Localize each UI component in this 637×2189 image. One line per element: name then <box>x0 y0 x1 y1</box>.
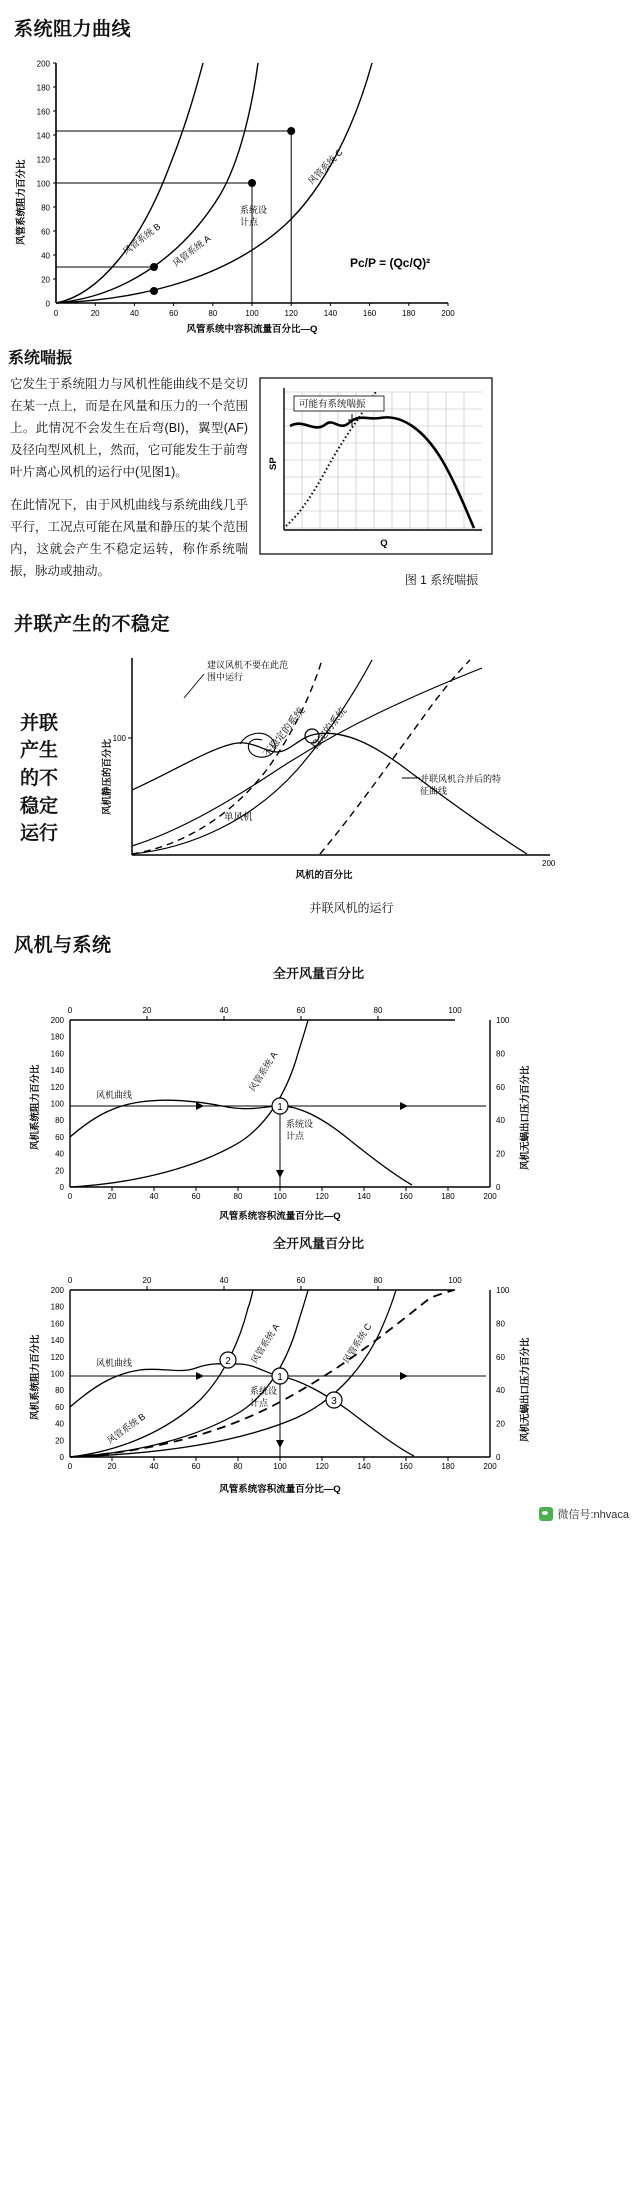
parallel-block <box>0 640 637 916</box>
chart5-point-1-label: 1 <box>277 1371 283 1383</box>
chart1-points <box>150 127 295 295</box>
section-title-system-resistance: 系统阻力曲线 <box>14 19 132 40</box>
chart5-y-axis-title-right: 风机无蜗出口压力百分比 <box>520 1337 531 1442</box>
parallel-x-end-label: 200 <box>542 858 556 868</box>
chart4-design-vline <box>276 1106 284 1187</box>
page-root <box>0 14 637 1528</box>
chart5-right-axis <box>490 1286 510 1462</box>
svg-text:80: 80 <box>233 1461 243 1471</box>
svg-text:80: 80 <box>41 203 50 213</box>
svg-text:0: 0 <box>496 1452 501 1462</box>
svg-text:120: 120 <box>50 1082 64 1092</box>
svg-text:120: 120 <box>315 1461 329 1471</box>
svg-text:0: 0 <box>45 299 50 309</box>
svg-text:140: 140 <box>323 309 338 318</box>
chart1-label-curve-b: 风管系统 B <box>121 221 163 257</box>
svg-text:140: 140 <box>357 1191 371 1201</box>
chart1-label-curve-c: 风管系统 C <box>306 147 345 187</box>
parallel-combined-label-1: 并联风机合并后的特 <box>420 773 502 784</box>
svg-text:120: 120 <box>36 155 50 165</box>
svg-text:200: 200 <box>50 1285 64 1295</box>
chart5-system-curve-b <box>70 1290 253 1457</box>
svg-text:20: 20 <box>142 1005 152 1015</box>
svg-text:100: 100 <box>36 179 50 189</box>
svg-text:60: 60 <box>191 1461 201 1471</box>
chart4-design-label-2: 计点 <box>286 1130 305 1141</box>
chart4-left-axis <box>51 1016 70 1192</box>
figure-1-surge <box>256 374 627 595</box>
svg-text:20: 20 <box>107 1191 117 1201</box>
svg-text:80: 80 <box>55 1116 64 1126</box>
svg-text:100: 100 <box>273 1191 287 1201</box>
chart1-x-ticks <box>54 303 455 318</box>
svg-text:100: 100 <box>245 309 259 318</box>
svg-text:40: 40 <box>129 309 139 318</box>
svg-text:180: 180 <box>50 1302 64 1312</box>
svg-text:0: 0 <box>496 1182 501 1192</box>
svg-text:80: 80 <box>55 1386 64 1396</box>
chart4-top-axis <box>68 1006 462 1020</box>
parallel-x-axis-title: 风机的百分比 <box>295 869 353 881</box>
svg-text:180: 180 <box>441 1461 455 1471</box>
chart5-system-c-label: 风管系统 C <box>341 1321 374 1365</box>
svg-text:120: 120 <box>315 1191 329 1201</box>
svg-text:40: 40 <box>55 1149 64 1159</box>
section-title-system-surge: 系统喘振 <box>8 350 73 367</box>
chart5-fan-curve <box>70 1364 414 1456</box>
svg-text:0: 0 <box>67 1275 73 1285</box>
parallel-single-fan-curve <box>132 668 482 846</box>
svg-text:140: 140 <box>50 1335 64 1345</box>
chart5-y-axis-title: 风机系统阻力百分比 <box>30 1334 41 1420</box>
svg-text:40: 40 <box>219 1275 229 1285</box>
svg-text:40: 40 <box>496 1116 505 1126</box>
svg-text:0: 0 <box>59 1452 64 1462</box>
footer <box>0 1502 637 1528</box>
chart-fan-system-single <box>0 982 637 1227</box>
svg-text:20: 20 <box>90 309 100 318</box>
svg-text:80: 80 <box>496 1049 505 1059</box>
parallel-side-label: 并联 产生 的不 稳定 运行 <box>19 712 58 845</box>
svg-text:160: 160 <box>50 1319 64 1329</box>
svg-text:180: 180 <box>441 1191 455 1201</box>
svg-text:60: 60 <box>296 1275 306 1285</box>
svg-text:40: 40 <box>496 1386 505 1396</box>
svg-text:60: 60 <box>55 1402 64 1412</box>
parallel-unstable-label: 不稳定的系统 <box>261 705 308 760</box>
chart1-formula: Pc/P = (Qc/Q)² <box>350 256 431 270</box>
svg-text:180: 180 <box>36 83 50 93</box>
chart5-system-a-label: 风管系统 A <box>249 1321 282 1365</box>
parallel-combined-label-2: 征曲线 <box>420 785 448 796</box>
svg-text:200: 200 <box>36 59 50 69</box>
fig1-system-curve <box>286 392 376 526</box>
chart1-y-axis-title: 风管系统阻力百分比 <box>16 159 27 245</box>
svg-text:100: 100 <box>496 1285 510 1295</box>
chart1-label-design-point-2: 计点 <box>240 217 259 227</box>
chart4-bottom-axis <box>68 1187 497 1201</box>
svg-text:160: 160 <box>399 1191 413 1201</box>
svg-text:200: 200 <box>441 309 455 318</box>
svg-text:200: 200 <box>50 1015 64 1025</box>
svg-text:40: 40 <box>149 1461 159 1471</box>
svg-text:60: 60 <box>296 1005 306 1015</box>
svg-text:100: 100 <box>448 1275 462 1285</box>
svg-text:160: 160 <box>36 107 50 117</box>
parallel-warn-label-1: 建议风机不要在此范 <box>207 659 289 670</box>
svg-text:20: 20 <box>55 1166 64 1176</box>
svg-text:60: 60 <box>496 1352 505 1362</box>
svg-text:20: 20 <box>496 1149 505 1159</box>
parallel-combined-curve <box>132 733 527 854</box>
chart5-point-3-label: 3 <box>331 1395 337 1407</box>
svg-text:40: 40 <box>219 1005 229 1015</box>
svg-text:80: 80 <box>233 1191 243 1201</box>
chart4-system-a-label: 风管系统 A <box>247 1049 280 1093</box>
chart-fan-system-multi <box>0 1252 637 1502</box>
section-title-fan-and-system: 风机与系统 <box>14 934 112 956</box>
svg-text:180: 180 <box>402 309 416 318</box>
fig1-y-axis-title: SP <box>268 457 279 470</box>
parallel-caption: 并联风机的运行 <box>309 900 394 915</box>
svg-text:60: 60 <box>191 1191 201 1201</box>
svg-text:40: 40 <box>149 1191 159 1201</box>
svg-text:60: 60 <box>496 1082 505 1092</box>
svg-text:100: 100 <box>448 1005 462 1015</box>
chart4-x-axis-title: 风管系统容积流量百分比—Q <box>219 1210 341 1222</box>
svg-text:100: 100 <box>273 1461 287 1471</box>
svg-text:20: 20 <box>41 275 50 285</box>
chart5-design-label-1: 系统设 <box>250 1385 278 1396</box>
svg-text:100: 100 <box>50 1099 64 1109</box>
parallel-dashed-right <box>320 660 470 854</box>
chart4-design-point-label: 1 <box>277 1101 283 1113</box>
chart4-y-axis-title: 风机系统阻力百分比 <box>30 1064 41 1150</box>
svg-text:100: 100 <box>50 1369 64 1379</box>
svg-text:180: 180 <box>50 1032 64 1042</box>
wechat-label: 微信号:nhvaca <box>557 1508 629 1521</box>
figure-1-caption: 图 1 系统喘振 <box>404 573 479 587</box>
system-surge-text <box>10 374 248 595</box>
surge-paragraph-2: 在此情况下，由于风机曲线与系统曲线几乎平行，工况点可能在风量和静压的某个范围内，这就会产生不稳定运转，称作系统喘振，脉动或抽动。 <box>10 498 248 578</box>
chart4-y-axis-title-right: 风机无蜗出口压力百分比 <box>520 1065 531 1170</box>
svg-text:60: 60 <box>55 1132 64 1142</box>
chart4-top-title: 全开风量百分比 <box>272 965 364 981</box>
svg-text:20: 20 <box>142 1275 152 1285</box>
system-surge-block <box>0 374 637 595</box>
svg-text:0: 0 <box>53 309 59 318</box>
svg-text:40: 40 <box>41 251 50 261</box>
fig1-grid <box>284 392 482 530</box>
chart1-label-curve-a: 风管系统 A <box>171 233 213 269</box>
chart5-system-b-label: 风管系统 B <box>105 1411 148 1446</box>
parallel-warn-label-2: 围中运行 <box>207 671 244 682</box>
chart-system-resistance-curve <box>0 45 637 335</box>
svg-text:120: 120 <box>284 309 298 318</box>
fig1-fan-curve <box>290 417 474 528</box>
chart4-fan-curve <box>70 1100 412 1185</box>
svg-text:160: 160 <box>362 309 377 318</box>
parallel-stable-system-curve <box>132 660 372 854</box>
fig1-x-axis-title: Q <box>380 538 388 549</box>
parallel-y-axis-title: 风机静压的百分比 <box>102 738 113 815</box>
parallel-stable-label: 稳定的系统 <box>309 705 350 752</box>
chart5-design-label-2: 计点 <box>250 1397 269 1408</box>
svg-text:0: 0 <box>67 1461 73 1471</box>
svg-text:20: 20 <box>55 1436 64 1446</box>
svg-text:0: 0 <box>59 1182 64 1192</box>
parallel-y100-label: 100 <box>112 733 126 743</box>
svg-text:140: 140 <box>36 131 50 141</box>
svg-text:200: 200 <box>483 1461 497 1471</box>
chart5-point-2-label: 2 <box>225 1355 231 1367</box>
wechat-badge <box>539 1506 629 1522</box>
chart4-fan-curve-label: 风机曲线 <box>96 1089 133 1100</box>
chart1-label-design-point: 系统设 <box>240 205 268 215</box>
chart4-right-axis <box>490 1016 510 1192</box>
chart5-bottom-axis <box>68 1457 497 1471</box>
chart1-y-ticks <box>37 60 56 309</box>
svg-text:80: 80 <box>373 1005 383 1015</box>
svg-text:140: 140 <box>357 1461 371 1471</box>
svg-text:140: 140 <box>50 1065 64 1075</box>
svg-text:160: 160 <box>399 1461 413 1471</box>
section-title-parallel-instability: 并联产生的不稳定 <box>14 613 171 635</box>
fig1-annotation: 可能有系统喘振 <box>299 399 366 410</box>
chart4-design-label-1: 系统设 <box>286 1118 314 1129</box>
svg-text:120: 120 <box>50 1352 64 1362</box>
svg-text:60: 60 <box>41 227 50 237</box>
svg-text:0: 0 <box>67 1191 73 1201</box>
svg-text:60: 60 <box>169 309 179 318</box>
chart1-x-axis-title: 风管系统中容积流量百分比—Q <box>186 324 318 335</box>
svg-text:160: 160 <box>50 1049 64 1059</box>
wechat-icon <box>539 1507 553 1521</box>
svg-text:100: 100 <box>496 1015 510 1025</box>
svg-text:40: 40 <box>55 1419 64 1429</box>
chart5-top-axis <box>68 1276 462 1290</box>
svg-text:80: 80 <box>208 309 218 318</box>
svg-text:20: 20 <box>107 1461 117 1471</box>
parallel-single-fan-label: 单风机 <box>224 811 253 823</box>
svg-text:80: 80 <box>496 1319 505 1329</box>
chart5-design-vline <box>276 1376 284 1457</box>
svg-text:20: 20 <box>496 1419 505 1429</box>
chart-parallel-fans <box>72 640 631 916</box>
chart5-top-title: 全开风量百分比 <box>272 1235 364 1251</box>
chart5-fan-curve-label: 风机曲线 <box>96 1357 133 1368</box>
surge-paragraph-1: 它发生于系统阻力与风机性能曲线不是交切在某一点上，而是在风量和压力的一个范围上。此情况不会发生在后弯(BI)，翼型(AF)及径向型风机上，然而，它可能发生于前弯叶片离心风机的运行中(见图1)。 <box>10 377 248 479</box>
svg-text:0: 0 <box>67 1005 73 1015</box>
svg-text:80: 80 <box>373 1275 383 1285</box>
svg-text:200: 200 <box>483 1191 497 1201</box>
chart5-left-axis <box>51 1286 70 1462</box>
chart5-x-axis-title: 风管系统容积流量百分比—Q <box>219 1483 341 1495</box>
